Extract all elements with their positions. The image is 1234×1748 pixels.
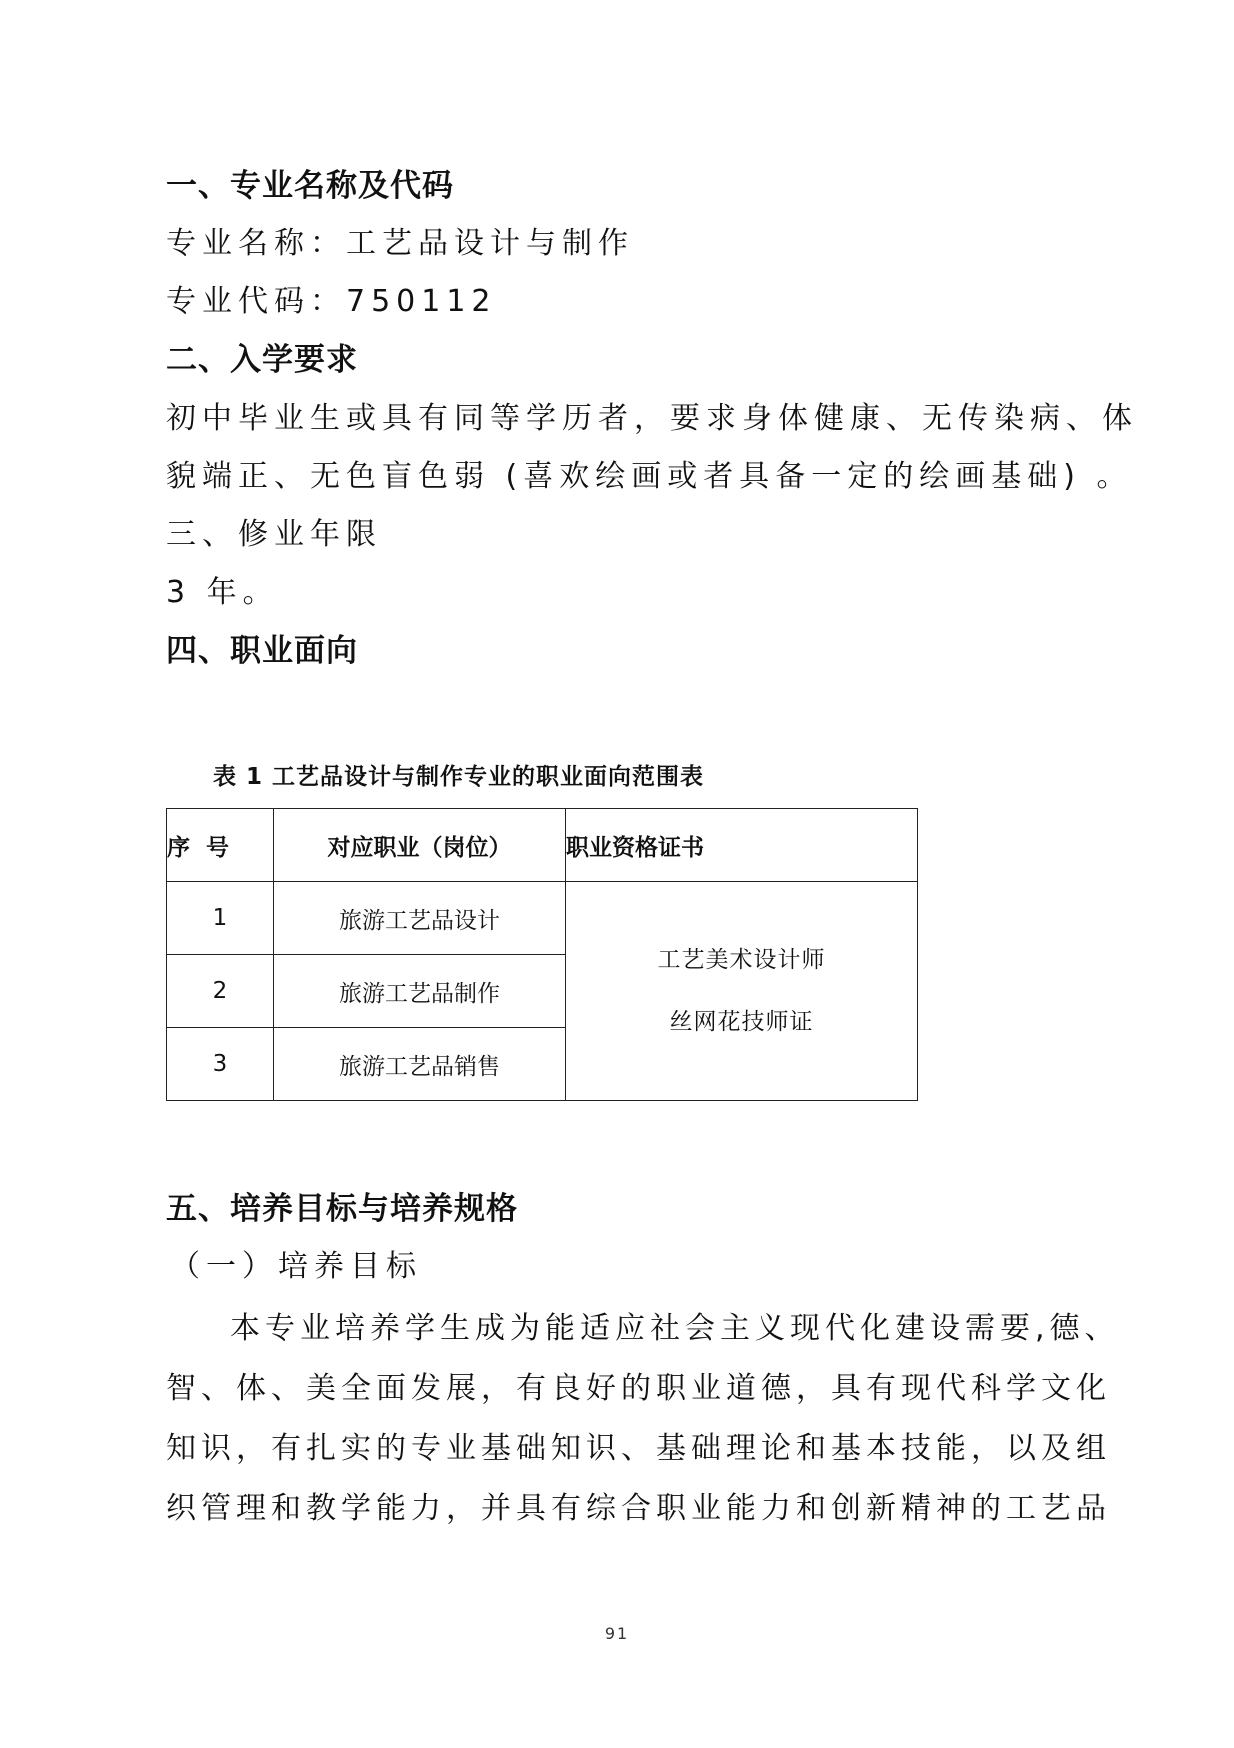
table-caption: 表 1 工艺品设计与制作专业的职业面向范围表: [213, 764, 705, 790]
table-header-row: [167, 809, 918, 882]
header-certificate: 职业资格证书: [566, 809, 918, 882]
certificate-item: 丝网花技师证: [669, 1009, 814, 1035]
certificate-cell: [566, 882, 918, 1101]
goal-line-1: 本专业培养学生成为能适应社会主义现代化建设需要,德、: [230, 1311, 1120, 1346]
row-no: 2: [167, 955, 274, 1028]
specialty-code: 专业代码：750112: [166, 284, 497, 319]
study-years: 3 年。: [166, 575, 279, 610]
heading-study-years: 三、修业年限: [166, 517, 382, 552]
header-no: 序 号: [167, 809, 274, 882]
career-table: [166, 808, 918, 1101]
heading-career-orientation: 四、职业面向: [166, 633, 358, 669]
row-no: 1: [167, 882, 274, 955]
admission-line-1: 初中毕业生或具有同等学历者，要求身体健康、无传染病、体: [166, 401, 1138, 436]
row-no: 3: [167, 1028, 274, 1101]
table-row: [167, 882, 918, 955]
page-number: 91: [604, 1624, 630, 1643]
row-job: 旅游工艺品销售: [274, 1028, 566, 1101]
goal-line-2: 智、体、美全面发展，有良好的职业道德，具有现代科学文化: [166, 1371, 1111, 1406]
subheading-training-goal: （一）培养目标: [170, 1249, 422, 1284]
goal-line-4: 织管理和教学能力，并具有综合职业能力和创新精神的工艺品: [166, 1491, 1111, 1526]
heading-training-goals: 五、培养目标与培养规格: [166, 1191, 518, 1227]
specialty-name: 专业名称：工艺品设计与制作: [166, 226, 634, 261]
certificate-item: 工艺美术设计师: [657, 947, 826, 973]
heading-admission: 二、入学要求: [166, 342, 358, 378]
row-job: 旅游工艺品制作: [274, 955, 566, 1028]
admission-line-2: 貌端正、无色盲色弱 (喜欢绘画或者具备一定的绘画基础) 。: [166, 459, 1133, 494]
row-job: 旅游工艺品设计: [274, 882, 566, 955]
header-job: 对应职业（岗位）: [274, 809, 566, 882]
goal-line-3: 知识，有扎实的专业基础知识、基础理论和基本技能，以及组: [166, 1431, 1111, 1466]
heading-specialty-name-code: 一、专业名称及代码: [166, 168, 454, 204]
